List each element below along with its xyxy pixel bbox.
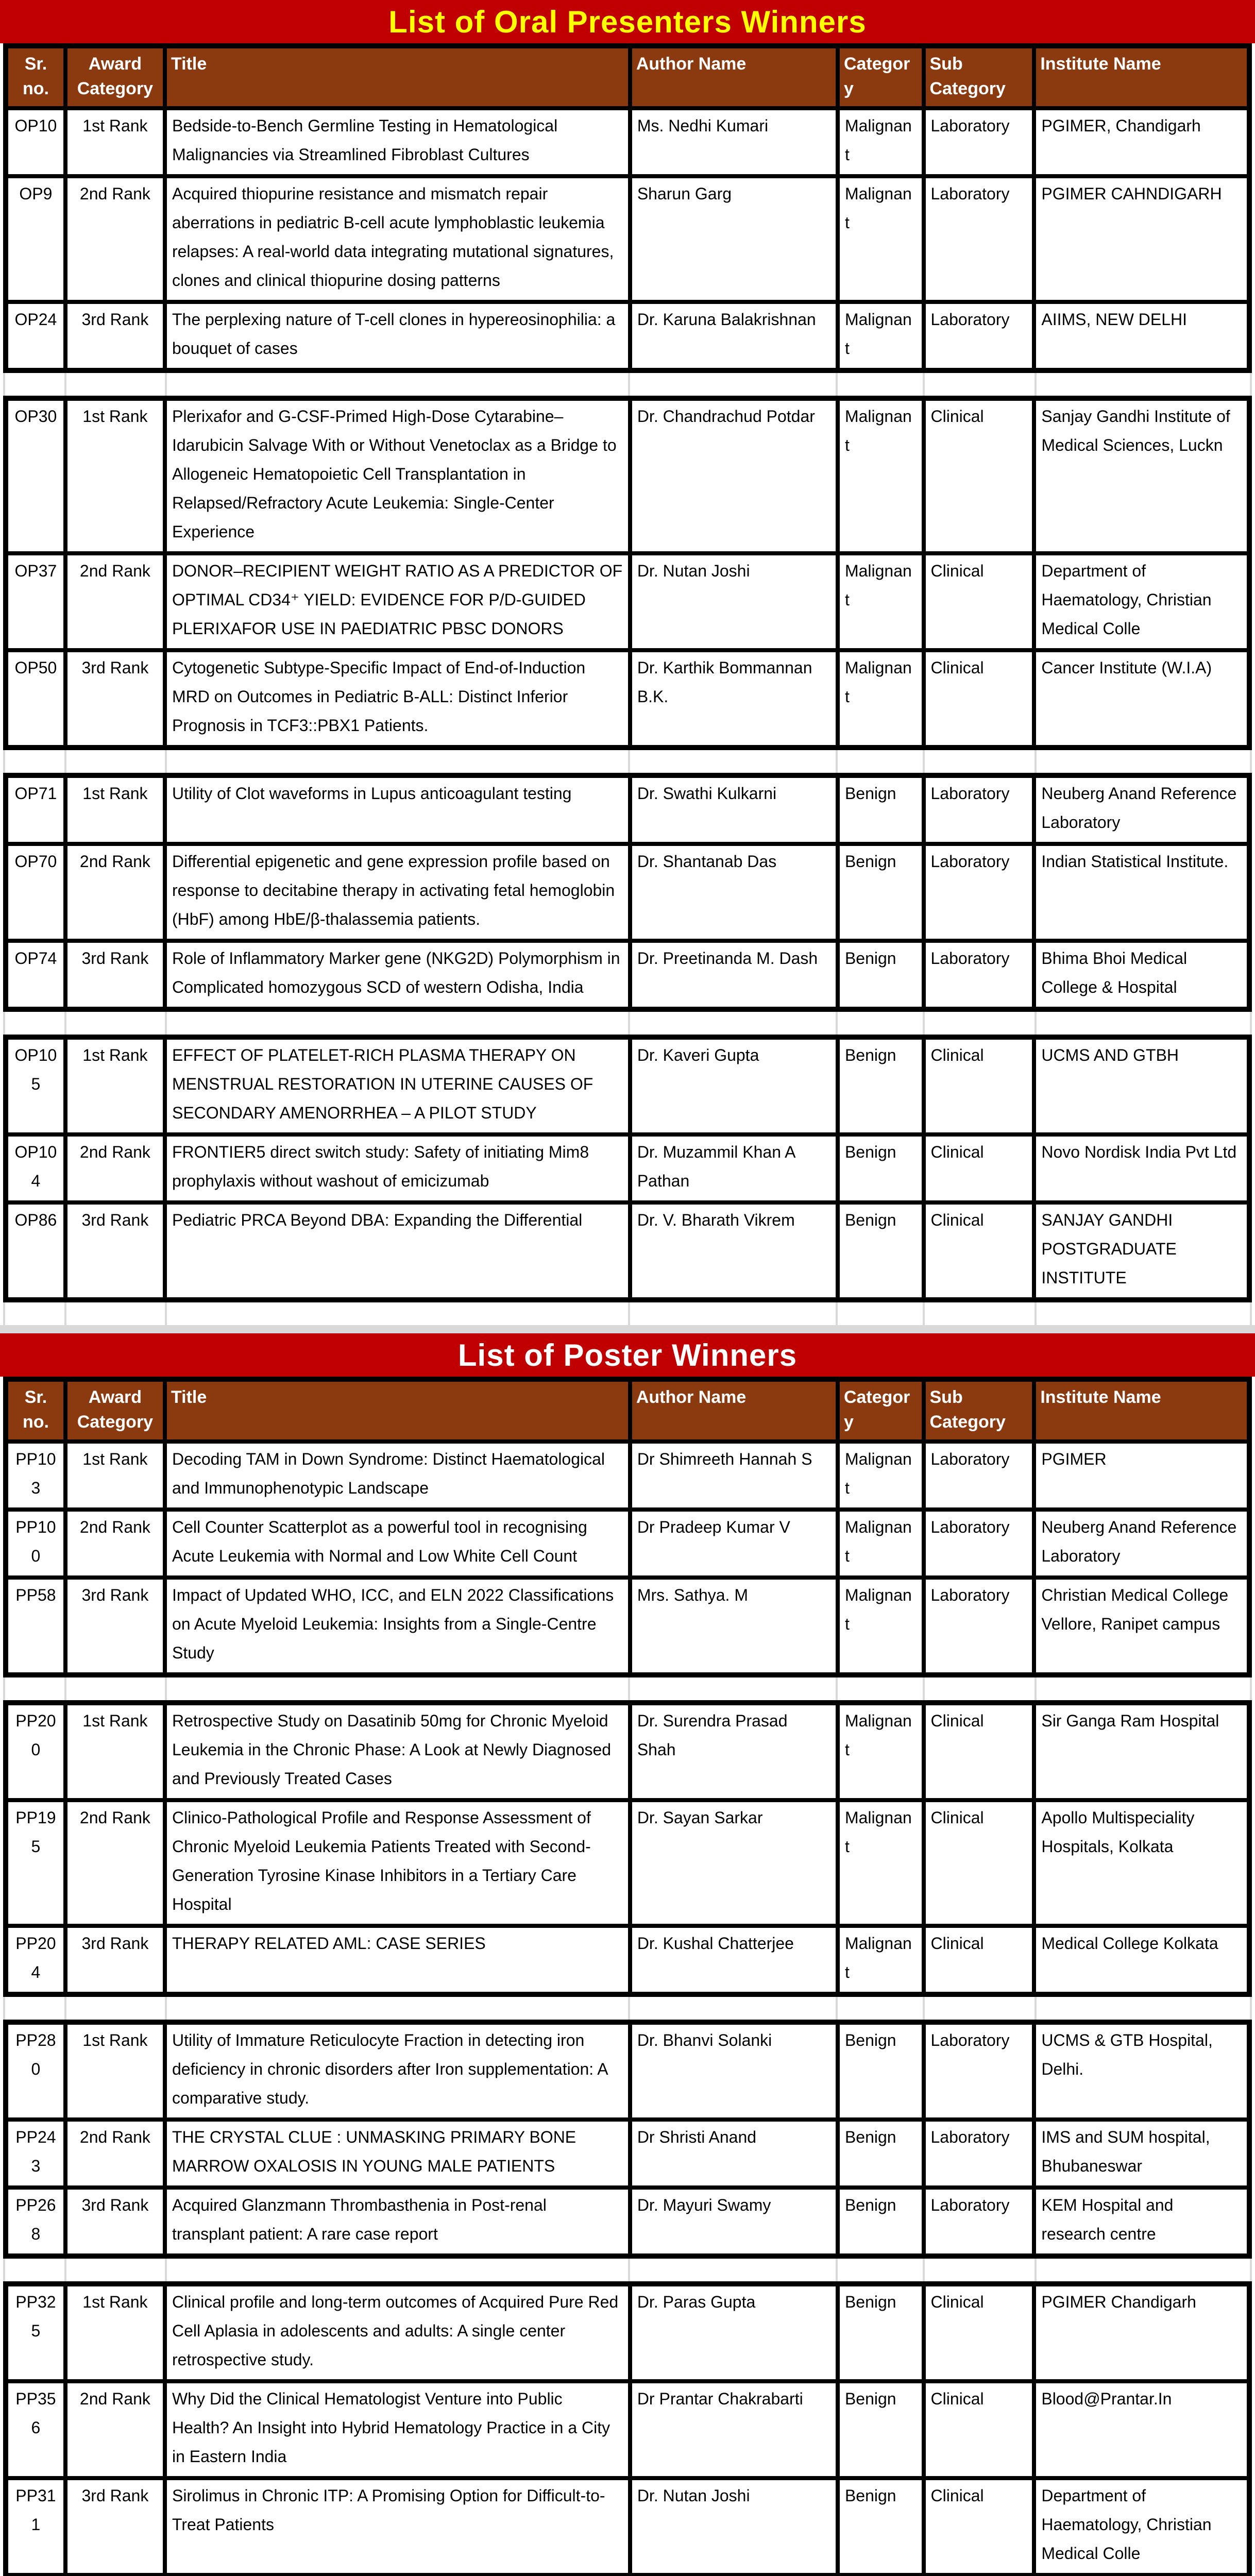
row-award-category: 2nd Rank [65, 553, 165, 650]
row-author: Dr Pradeep Kumar V [630, 1510, 838, 1578]
row-author: Dr. Preetinanda M. Dash [630, 941, 838, 1009]
row-award-category: 2nd Rank [65, 2381, 165, 2478]
row-category: Benign [838, 1202, 924, 1300]
row-category: Malignant [838, 302, 924, 370]
spacer-row [3, 373, 1252, 396]
row-title: Bedside-to-Bench Germline Testing in Hematological Malignancies via Streamlined Fibroblast Cultures [165, 108, 630, 176]
spacer-cell [1037, 1302, 1252, 1325]
section-title-band [0, 0, 1255, 43]
row-author: Dr. Swathi Kulkarni [630, 775, 838, 844]
column-header-sub-category: Sub Category [924, 46, 1034, 108]
spacer-cell [925, 1997, 1037, 2020]
column-header-award-category: Award Category [65, 1379, 165, 1442]
row-category: Malignant [838, 1800, 924, 1926]
row-author: Dr. Surendra Prasad Shah [630, 1703, 838, 1800]
row-award-category: 1st Rank [65, 1442, 165, 1510]
row-institute: Medical College Kolkata [1034, 1926, 1249, 1994]
table-row [6, 844, 1249, 941]
row-category: Malignant [838, 176, 924, 302]
table-row [6, 1510, 1249, 1578]
table-row [6, 1134, 1249, 1202]
row-sub-category: Clinical [924, 553, 1034, 650]
row-sr: OP105 [6, 1037, 65, 1134]
row-category: Benign [838, 844, 924, 941]
row-institute: PGIMER Chandigarh [1034, 2284, 1249, 2381]
spacer-cell [630, 1677, 838, 1700]
row-sub-category: Laboratory [924, 2188, 1034, 2256]
row-sub-category: Clinical [924, 398, 1034, 553]
column-header-category: Category [838, 1379, 924, 1442]
table-wrap [3, 1700, 1252, 1997]
winners-table [3, 396, 1252, 750]
row-author: Dr Shimreeth Hannah S [630, 1442, 838, 1510]
spacer-cell [630, 1012, 838, 1035]
row-institute: Christian Medical College Vellore, Ranipet campus [1034, 1578, 1249, 1675]
row-award-category: 2nd Rank [65, 2120, 165, 2188]
row-sr: PP103 [6, 1442, 65, 1510]
spacer-row [3, 1302, 1252, 1325]
row-sub-category: Laboratory [924, 2120, 1034, 2188]
row-title: Sirolimus in Chronic ITP: A Promising Option for Difficult-to-Treat Patients [165, 2478, 630, 2575]
row-award-category: 2nd Rank [65, 844, 165, 941]
table-wrap [3, 2020, 1252, 2259]
row-sub-category: Clinical [924, 2381, 1034, 2478]
table-wrap [3, 773, 1252, 1012]
column-header-title: Title [165, 1379, 630, 1442]
winners-table [3, 2020, 1252, 2259]
row-author: Dr. Bhanvi Solanki [630, 2022, 838, 2120]
row-sr: OP86 [6, 1202, 65, 1300]
row-institute: Novo Nordisk India Pvt Ltd [1034, 1134, 1249, 1202]
spacer-cell [167, 1677, 630, 1700]
row-sr: OP74 [6, 941, 65, 1009]
table-row [6, 2120, 1249, 2188]
gray-divider [0, 1325, 1255, 1333]
row-sr: PP268 [6, 2188, 65, 2256]
row-institute: Indian Statistical Institute. [1034, 844, 1249, 941]
table-wrap [3, 396, 1252, 750]
table-wrap [3, 1035, 1252, 1302]
column-header-category: Category [838, 46, 924, 108]
row-sr: PP195 [6, 1800, 65, 1926]
spacer-cell [167, 750, 630, 773]
column-header-author-name: Author Name [630, 46, 838, 108]
row-author: Dr. Shantanab Das [630, 844, 838, 941]
table-row [6, 1703, 1249, 1800]
table-row [6, 1800, 1249, 1926]
spacer-cell [838, 1997, 925, 2020]
spacer-cell [630, 1302, 838, 1325]
row-title: Acquired thiopurine resistance and mismatch repair aberrations in pediatric B-cell acute lymphoblastic leukemia relapses: A real-world data integrating mutational signatures, clones and clinical thiopurine dosing patterns [165, 176, 630, 302]
row-title: FRONTIER5 direct switch study: Safety of initiating Mim8 prophylaxis without washout of emicizumab [165, 1134, 630, 1202]
row-sr: PP280 [6, 2022, 65, 2120]
row-title: The perplexing nature of T-cell clones in hypereosinophilia: a bouquet of cases [165, 302, 630, 370]
row-institute: KEM Hospital and research centre [1034, 2188, 1249, 2256]
row-title: Pediatric PRCA Beyond DBA: Expanding the Differential [165, 1202, 630, 1300]
spacer-cell [925, 1302, 1037, 1325]
row-award-category: 1st Rank [65, 775, 165, 844]
row-sub-category: Clinical [924, 1703, 1034, 1800]
row-title: Utility of Clot waveforms in Lupus anticoagulant testing [165, 775, 630, 844]
row-sr: OP24 [6, 302, 65, 370]
row-author: Dr Prantar Chakrabarti [630, 2381, 838, 2478]
row-award-category: 1st Rank [65, 2284, 165, 2381]
spacer-cell [1037, 1012, 1252, 1035]
row-title: THERAPY RELATED AML: CASE SERIES [165, 1926, 630, 1994]
row-award-category: 2nd Rank [65, 1134, 165, 1202]
spacer-cell [1037, 750, 1252, 773]
row-award-category: 3rd Rank [65, 302, 165, 370]
spacer-cell [838, 373, 925, 396]
row-category: Benign [838, 1134, 924, 1202]
table-wrap [3, 1377, 1252, 1677]
table-row [6, 302, 1249, 370]
row-sub-category: Laboratory [924, 302, 1034, 370]
row-sub-category: Clinical [924, 1926, 1034, 1994]
row-sub-category: Clinical [924, 2284, 1034, 2381]
row-institute: UCMS & GTB Hospital, Delhi. [1034, 2022, 1249, 2120]
row-sub-category: Clinical [924, 1202, 1034, 1300]
row-category: Malignant [838, 650, 924, 748]
row-title: Differential epigenetic and gene expression profile based on response to decitabine therapy in activating fetal hemoglobin (HbF) among HbE/β-thalassemia patients. [165, 844, 630, 941]
row-author: Dr. V. Bharath Vikrem [630, 1202, 838, 1300]
row-award-category: 3rd Rank [65, 2478, 165, 2575]
section-title: List of Oral Presenters Winners [388, 4, 867, 39]
winners-table [3, 1377, 1252, 1677]
spacer-cell [1037, 1677, 1252, 1700]
row-award-category: 1st Rank [65, 1703, 165, 1800]
header-row [6, 1379, 1249, 1442]
row-award-category: 2nd Rank [65, 176, 165, 302]
row-author: Dr. Kaveri Gupta [630, 1037, 838, 1134]
spacer-cell [66, 1997, 167, 2020]
row-author: Dr. Chandrachud Potdar [630, 398, 838, 553]
row-sr: OP71 [6, 775, 65, 844]
column-header-title: Title [165, 46, 630, 108]
table-row [6, 2022, 1249, 2120]
row-author: Dr. Muzammil Khan A Pathan [630, 1134, 838, 1202]
row-category: Malignant [838, 1578, 924, 1675]
row-institute: Bhima Bhoi Medical College & Hospital [1034, 941, 1249, 1009]
table-row [6, 398, 1249, 553]
spacer-cell [3, 1302, 66, 1325]
column-header-institute-name: Institute Name [1034, 1379, 1249, 1442]
winners-table [3, 2281, 1252, 2576]
row-title: Why Did the Clinical Hematologist Venture into Public Health? An Insight into Hybrid Hematology Practice in a City in Eastern India [165, 2381, 630, 2478]
spacer-cell [3, 373, 66, 396]
row-category: Malignant [838, 108, 924, 176]
spacer-cell [838, 1012, 925, 1035]
column-header-sub-category: Sub Category [924, 1379, 1034, 1442]
row-title: Role of Inflammatory Marker gene (NKG2D) Polymorphism in Complicated homozygous SCD of western Odisha, India [165, 941, 630, 1009]
row-sub-category: Laboratory [924, 1578, 1034, 1675]
spacer-cell [167, 2259, 630, 2281]
spacer-cell [3, 1997, 66, 2020]
row-author: Ms. Nedhi Kumari [630, 108, 838, 176]
column-header-award-category: Award Category [65, 46, 165, 108]
row-award-category: 3rd Rank [65, 1926, 165, 1994]
row-category: Benign [838, 2120, 924, 2188]
row-institute: PGIMER [1034, 1442, 1249, 1510]
table-row [6, 108, 1249, 176]
row-author: Dr. Mayuri Swamy [630, 2188, 838, 2256]
row-sr: OP104 [6, 1134, 65, 1202]
row-institute: UCMS AND GTBH [1034, 1037, 1249, 1134]
row-sub-category: Laboratory [924, 108, 1034, 176]
row-title: Impact of Updated WHO, ICC, and ELN 2022 Classifications on Acute Myeloid Leukemia: Insights from a Single-Centre Study [165, 1578, 630, 1675]
winners-table [3, 1700, 1252, 1997]
column-header-author-name: Author Name [630, 1379, 838, 1442]
table-row [6, 1442, 1249, 1510]
row-category: Malignant [838, 1442, 924, 1510]
row-title: EFFECT OF PLATELET-RICH PLASMA THERAPY ON MENSTRUAL RESTORATION IN UTERINE CAUSES OF SECONDARY AMENORRHEA – A PILOT STUDY [165, 1037, 630, 1134]
spacer-cell [630, 1997, 838, 2020]
row-award-category: 1st Rank [65, 1037, 165, 1134]
row-category: Malignant [838, 553, 924, 650]
table-row [6, 1037, 1249, 1134]
row-institute: Department of Haematology, Christian Medical Colle [1034, 553, 1249, 650]
spacer-cell [167, 1302, 630, 1325]
row-institute: Neuberg Anand Reference Laboratory [1034, 1510, 1249, 1578]
spacer-cell [3, 1012, 66, 1035]
spacer-cell [838, 1677, 925, 1700]
row-title: Decoding TAM in Down Syndrome: Distinct Haematological and Immunophenotypic Landscape [165, 1442, 630, 1510]
row-title: Plerixafor and G-CSF-Primed High-Dose Cytarabine–Idarubicin Salvage With or Without Venetoclax as a Bridge to Allogeneic Hematopoietic Cell Transplantation in Relapsed/Refractory Acute Leukemia: Single-Center Experience [165, 398, 630, 553]
table-wrap [3, 43, 1252, 373]
row-award-category: 2nd Rank [65, 1800, 165, 1926]
row-author: Dr. Sayan Sarkar [630, 1800, 838, 1926]
table-row [6, 553, 1249, 650]
row-title: THE CRYSTAL CLUE : UNMASKING PRIMARY BONE MARROW OXALOSIS IN YOUNG MALE PATIENTS [165, 2120, 630, 2188]
table-row [6, 2284, 1249, 2381]
section-title: List of Poster Winners [457, 1337, 798, 1372]
row-category: Malignant [838, 398, 924, 553]
row-title: Acquired Glanzmann Thrombasthenia in Post-renal transplant patient: A rare case report [165, 2188, 630, 2256]
row-award-category: 1st Rank [65, 108, 165, 176]
row-award-category: 3rd Rank [65, 2188, 165, 2256]
spacer-cell [66, 2259, 167, 2281]
row-author: Dr. Nutan Joshi [630, 553, 838, 650]
row-award-category: 1st Rank [65, 2022, 165, 2120]
row-sr: PP200 [6, 1703, 65, 1800]
row-award-category: 3rd Rank [65, 1202, 165, 1300]
spacer-cell [925, 2259, 1037, 2281]
table-row [6, 2381, 1249, 2478]
spacer-row [3, 1677, 1252, 1700]
table-row [6, 2188, 1249, 2256]
row-sr: OP37 [6, 553, 65, 650]
row-title: Retrospective Study on Dasatinib 50mg for Chronic Myeloid Leukemia in the Chronic Phase: A Look at Newly Diagnosed and Previously Treated Cases [165, 1703, 630, 1800]
row-sub-category: Laboratory [924, 176, 1034, 302]
row-author: Dr. Paras Gupta [630, 2284, 838, 2381]
spacer-cell [66, 1302, 167, 1325]
row-category: Benign [838, 775, 924, 844]
table-row [6, 775, 1249, 844]
row-award-category: 3rd Rank [65, 1578, 165, 1675]
row-institute: AIIMS, NEW DELHI [1034, 302, 1249, 370]
spacer-cell [630, 750, 838, 773]
spacer-cell [925, 750, 1037, 773]
row-institute: Cancer Institute (W.I.A) [1034, 650, 1249, 748]
row-institute: Department of Haematology, Christian Medical Colle [1034, 2478, 1249, 2575]
row-title: Utility of Immature Reticulocyte Fraction in detecting iron deficiency in chronic disorders after Iron supplementation: A comparative study. [165, 2022, 630, 2120]
header-row [6, 46, 1249, 108]
spacer-cell [3, 750, 66, 773]
row-category: Benign [838, 1037, 924, 1134]
row-category: Benign [838, 2381, 924, 2478]
row-sr: OP10 [6, 108, 65, 176]
row-institute: PGIMER CAHNDIGARH [1034, 176, 1249, 302]
row-category: Benign [838, 2284, 924, 2381]
row-institute: Sanjay Gandhi Institute of Medical Sciences, Luckn [1034, 398, 1249, 553]
row-title: Cell Counter Scatterplot as a powerful tool in recognising Acute Leukemia with Normal and Low White Cell Count [165, 1510, 630, 1578]
row-sub-category: Clinical [924, 1800, 1034, 1926]
row-award-category: 2nd Rank [65, 1510, 165, 1578]
column-header-sr-no: Sr. no. [6, 46, 65, 108]
column-header-institute-name: Institute Name [1034, 46, 1249, 108]
spacer-cell [66, 373, 167, 396]
row-author: Dr Shristi Anand [630, 2120, 838, 2188]
row-sr: PP325 [6, 2284, 65, 2381]
row-category: Malignant [838, 1926, 924, 1994]
row-award-category: 3rd Rank [65, 941, 165, 1009]
table-row [6, 176, 1249, 302]
row-sub-category: Laboratory [924, 1510, 1034, 1578]
winners-table [3, 43, 1252, 373]
row-title: Clinico-Pathological Profile and Response Assessment of Chronic Myeloid Leukemia Patients Treated with Second-Generation Tyrosine Kinase Inhibitors in a Tertiary Care Hospital [165, 1800, 630, 1926]
table-row [6, 650, 1249, 748]
table-row [6, 2478, 1249, 2575]
row-author: Sharun Garg [630, 176, 838, 302]
spacer-cell [925, 373, 1037, 396]
spacer-row [3, 1997, 1252, 2020]
row-institute: PGIMER, Chandigarh [1034, 108, 1249, 176]
spacer-cell [925, 1012, 1037, 1035]
row-sub-category: Laboratory [924, 2022, 1034, 2120]
row-author: Mrs. Sathya. M [630, 1578, 838, 1675]
row-sr: PP204 [6, 1926, 65, 1994]
row-sr: PP100 [6, 1510, 65, 1578]
spacer-cell [66, 750, 167, 773]
row-author: Dr. Karthik Bommannan B.K. [630, 650, 838, 748]
row-sr: PP58 [6, 1578, 65, 1675]
spacer-row [3, 2259, 1252, 2281]
row-sr: OP9 [6, 176, 65, 302]
spacer-cell [838, 1302, 925, 1325]
row-title: DONOR–RECIPIENT WEIGHT RATIO AS A PREDICTOR OF OPTIMAL CD34⁺ YIELD: EVIDENCE FOR P/D-GUIDED PLERIXAFOR USE IN PAEDIATRIC PBSC DONORS [165, 553, 630, 650]
row-author: Dr. Nutan Joshi [630, 2478, 838, 2575]
spacer-cell [66, 1677, 167, 1700]
row-sr: PP356 [6, 2381, 65, 2478]
spacer-cell [925, 1677, 1037, 1700]
row-institute: Blood@Prantar.In [1034, 2381, 1249, 2478]
row-sub-category: Clinical [924, 1037, 1034, 1134]
spacer-cell [167, 1012, 630, 1035]
spacer-cell [838, 750, 925, 773]
row-author: Dr. Karuna Balakrishnan [630, 302, 838, 370]
row-title: Clinical profile and long-term outcomes of Acquired Pure Red Cell Aplasia in adolescents and adults: A single center retrospective study. [165, 2284, 630, 2381]
spacer-cell [838, 2259, 925, 2281]
winners-table [3, 773, 1252, 1012]
row-category: Benign [838, 941, 924, 1009]
row-sr: OP70 [6, 844, 65, 941]
row-sub-category: Clinical [924, 1134, 1034, 1202]
spacer-cell [3, 2259, 66, 2281]
row-institute: SANJAY GANDHI POSTGRADUATE INSTITUTE [1034, 1202, 1249, 1300]
row-sub-category: Clinical [924, 2478, 1034, 2575]
row-sub-category: Laboratory [924, 941, 1034, 1009]
row-category: Benign [838, 2022, 924, 2120]
winners-table [3, 1035, 1252, 1302]
row-category: Benign [838, 2478, 924, 2575]
table-row [6, 941, 1249, 1009]
table-row [6, 1926, 1249, 1994]
table-wrap [3, 2281, 1252, 2576]
row-sr: PP311 [6, 2478, 65, 2575]
spacer-cell [1037, 2259, 1252, 2281]
row-institute: Sir Ganga Ram Hospital [1034, 1703, 1249, 1800]
row-award-category: 1st Rank [65, 398, 165, 553]
row-award-category: 3rd Rank [65, 650, 165, 748]
row-author: Dr. Kushal Chatterjee [630, 1926, 838, 1994]
spacer-cell [66, 1012, 167, 1035]
spacer-cell [167, 373, 630, 396]
spacer-cell [3, 1677, 66, 1700]
row-institute: Apollo Multispeciality Hospitals, Kolkata [1034, 1800, 1249, 1926]
spacer-cell [630, 373, 838, 396]
table-row [6, 1202, 1249, 1300]
table-row [6, 1578, 1249, 1675]
row-category: Malignant [838, 1703, 924, 1800]
row-sub-category: Laboratory [924, 775, 1034, 844]
row-sr: OP50 [6, 650, 65, 748]
spacer-cell [630, 2259, 838, 2281]
row-title: Cytogenetic Subtype-Specific Impact of End-of-Induction MRD on Outcomes in Pediatric B-ALL: Distinct Inferior Prognosis in TCF3::PBX1 Patients. [165, 650, 630, 748]
spacer-row [3, 1012, 1252, 1035]
row-sr: PP243 [6, 2120, 65, 2188]
column-header-sr-no: Sr. no. [6, 1379, 65, 1442]
row-category: Malignant [838, 1510, 924, 1578]
row-sub-category: Clinical [924, 650, 1034, 748]
spacer-cell [1037, 373, 1252, 396]
spacer-cell [1037, 1997, 1252, 2020]
spacer-cell [167, 1997, 630, 2020]
row-sr: OP30 [6, 398, 65, 553]
row-category: Benign [838, 2188, 924, 2256]
row-institute: Neuberg Anand Reference Laboratory [1034, 775, 1249, 844]
row-sub-category: Laboratory [924, 1442, 1034, 1510]
row-sub-category: Laboratory [924, 844, 1034, 941]
section-title-band [0, 1333, 1255, 1377]
row-institute: IMS and SUM hospital, Bhubaneswar [1034, 2120, 1249, 2188]
spacer-row [3, 750, 1252, 773]
